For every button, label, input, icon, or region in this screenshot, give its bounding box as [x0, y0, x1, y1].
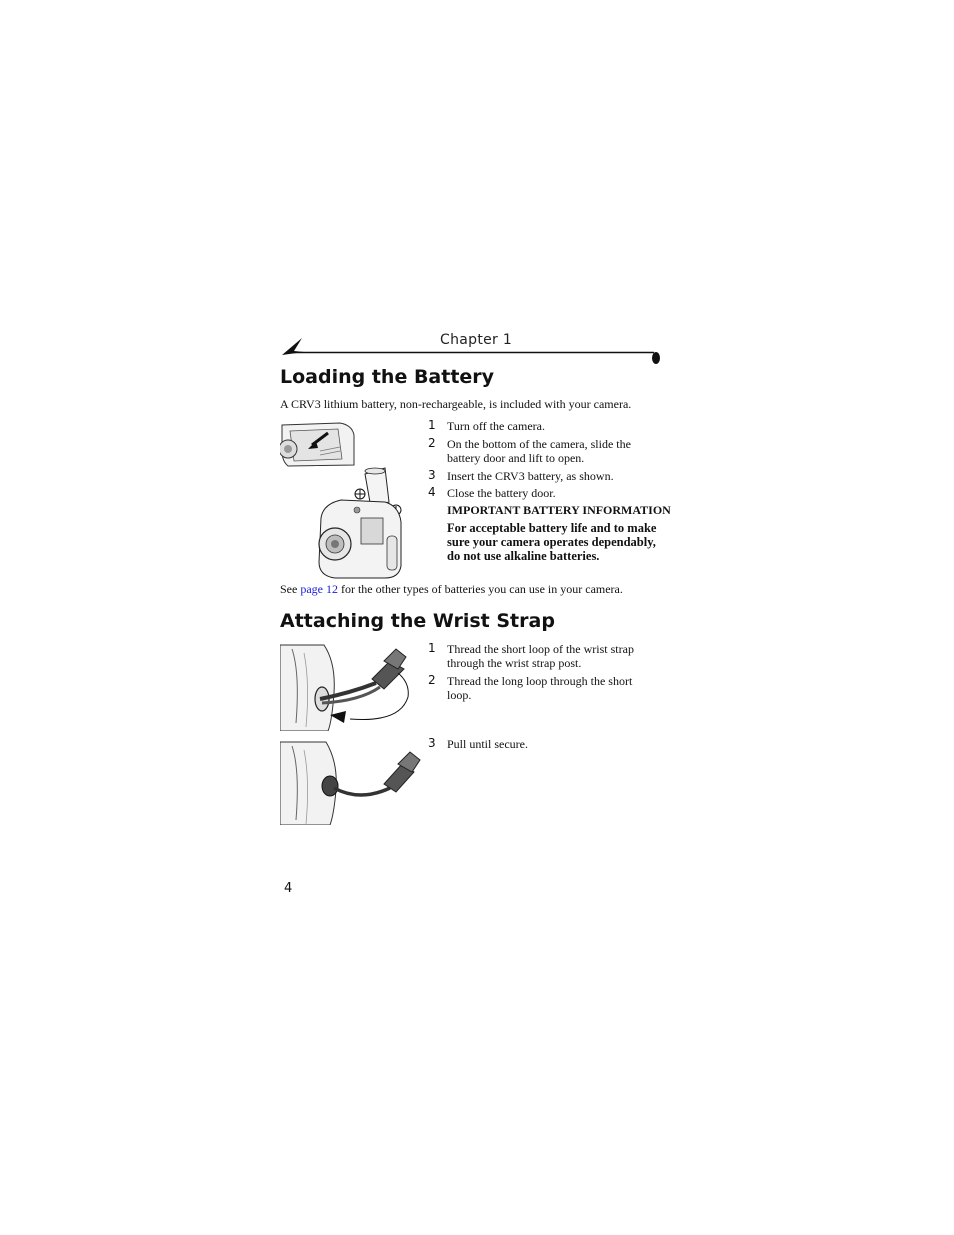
see-suffix: for the other types of batteries you can use in your camera.	[337, 582, 623, 596]
step-text: On the bottom of the camera, slide the battery door and lift to open.	[447, 437, 631, 465]
see-page-line	[280, 582, 623, 596]
step-number: 1	[428, 641, 436, 655]
battery-intro: A CRV3 lithium battery, non-rechargeable, is included with your camera.	[280, 397, 632, 411]
battery-door-illustration	[280, 421, 356, 467]
step-number: 1	[428, 418, 436, 432]
important-battery-title: IMPORTANT BATTERY INFORMATION	[447, 503, 671, 517]
step-number: 2	[428, 436, 436, 450]
important-battery-body: For acceptable battery life and to make sure your camera operates dependably, do not use alkaline batteries.	[447, 521, 657, 563]
section-title-wrist-strap: Attaching the Wrist Strap	[280, 610, 555, 632]
step-text: Insert the CRV3 battery, as shown.	[447, 469, 614, 483]
step-number: 4	[428, 485, 436, 499]
step-text: Thread the long loop through the short loop.	[447, 674, 633, 702]
section-title-battery: Loading the Battery	[280, 366, 495, 388]
step-text: Pull until secure.	[447, 737, 528, 751]
pull-strap-illustration	[280, 740, 430, 825]
see-prefix: See	[280, 582, 301, 596]
step-text: Thread the short loop of the wrist strap through the wrist strap post.	[447, 642, 634, 670]
step-text: Close the battery door.	[447, 486, 556, 500]
thread-strap-illustration	[280, 643, 412, 731]
page-number: 4	[284, 881, 293, 896]
step-number: 3	[428, 736, 436, 750]
step-number: 3	[428, 468, 436, 482]
insert-battery-illustration	[315, 466, 405, 580]
step-text: Turn off the camera.	[447, 419, 545, 433]
page-12-link[interactable]: page 12	[300, 582, 338, 596]
chapter-label: Chapter 1	[440, 332, 513, 348]
step-number: 2	[428, 673, 436, 687]
